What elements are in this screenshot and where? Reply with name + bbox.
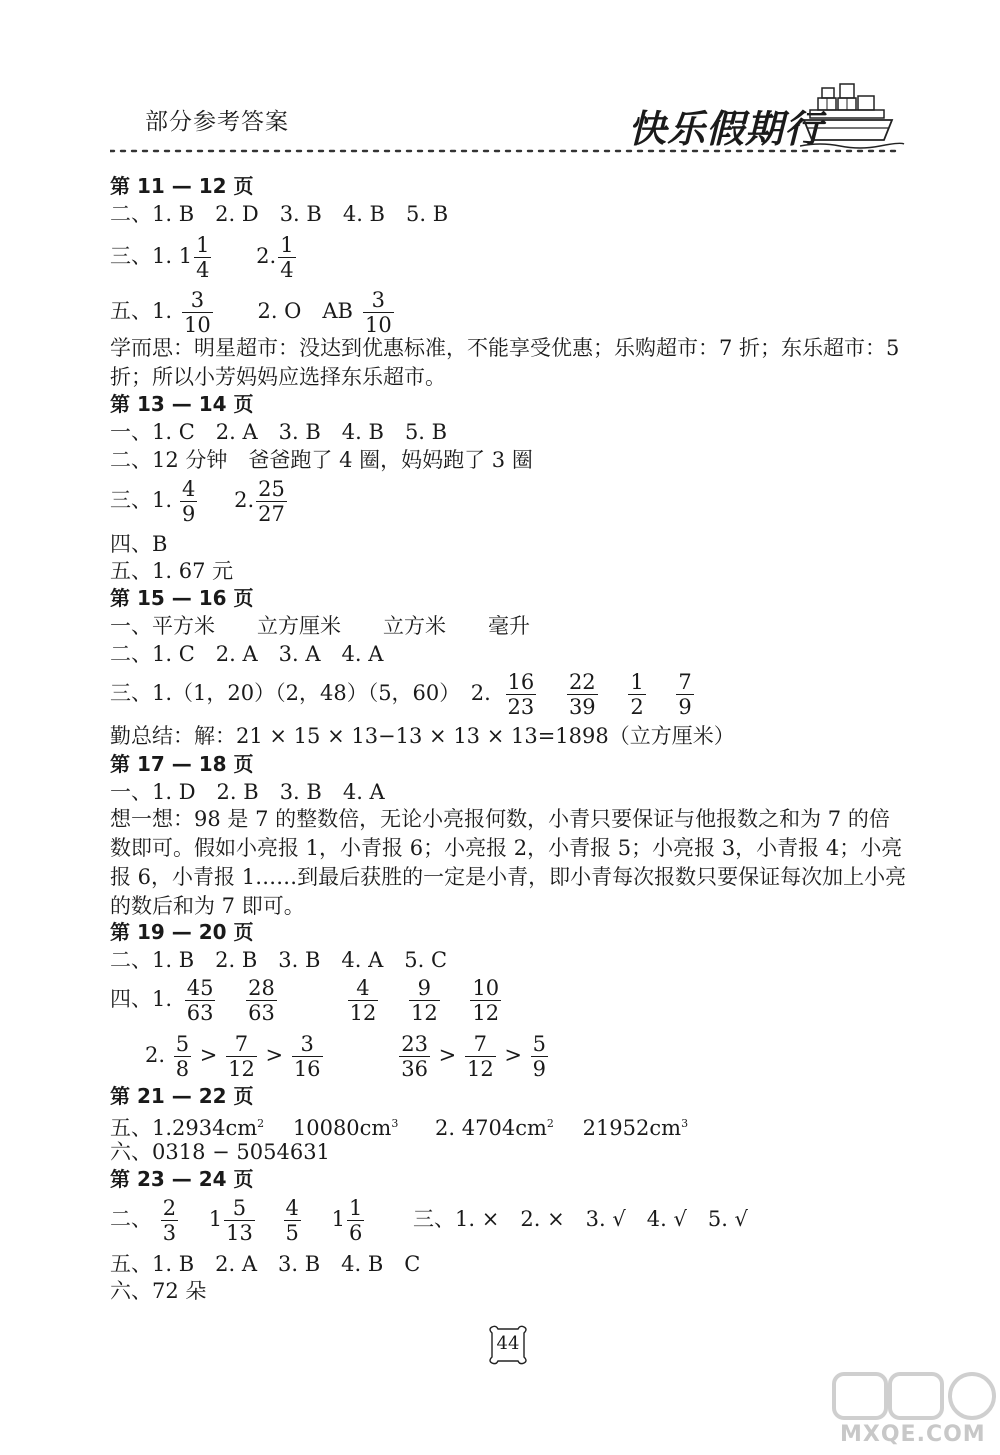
header-dotted-rule: [110, 148, 900, 154]
section-heading: 第 11 — 12 页: [110, 174, 254, 198]
fraction: $\frac{7}{12}$: [228, 1032, 255, 1081]
answer-line: 六、72 朵: [110, 1279, 207, 1303]
unit-exponent: 2: [257, 1117, 265, 1130]
answer-line: 二、1. C 2. A 3. A 4. A: [110, 642, 384, 666]
greater-than-sign: >: [438, 1043, 457, 1067]
answer-item: 三、1. × 2. × 3. √ 4. √ 5. √: [413, 1207, 748, 1231]
greater-than-sign: >: [199, 1043, 218, 1067]
answer-line-fractions: [110, 475, 289, 526]
fraction: $\frac{3}{10}$: [184, 288, 211, 337]
whole-number: 1: [331, 1207, 345, 1231]
answer-prefix: 五、1.: [110, 1116, 173, 1140]
section-heading: 第 21 — 22 页: [110, 1084, 254, 1108]
fraction: $\frac{2}{3}$: [162, 1196, 177, 1245]
answer-line: 一、1. D 2. B 3. B 4. A: [110, 780, 385, 804]
fraction: $\frac{5}{9}$: [532, 1032, 547, 1081]
answer-line: 二、1. B 2. D 3. B 4. B 5. B: [110, 202, 449, 226]
answer-line-fractions: [110, 231, 298, 282]
answer-line-fractions: [110, 668, 696, 719]
fraction: $\frac{7}{9}$: [678, 670, 692, 719]
paragraph-answer: 学而思：明星超市：没达到优惠标准，不能享受优惠；乐购超市：7 折；东乐超市：5 折；所以小芳妈妈应选择东乐超市。: [110, 336, 900, 389]
section-heading: 第 23 — 24 页: [110, 1167, 254, 1191]
header-brand-title: 快乐假期行: [628, 107, 824, 151]
fraction: $\frac{4}{12}$: [349, 976, 377, 1025]
fraction: $\frac{4}{9}$: [182, 477, 196, 526]
answer-line-fractions: [110, 1194, 748, 1245]
fraction: $\frac{1}{6}$: [348, 1196, 363, 1245]
answer-item: 2.: [256, 244, 277, 268]
fraction: $\frac{3}{16}$: [293, 1032, 321, 1081]
volume-answer: 21952cm: [582, 1116, 682, 1140]
answer-line: 勤总结：解：21 × 15 × 13−13 × 13 × 13=1898（立方厘米）: [110, 724, 735, 748]
fraction: $\frac{5}{13}$: [226, 1196, 253, 1245]
answer-line-fractions: [110, 974, 503, 1025]
answer-line: 一、1. C 2. A 3. B 4. B 5. B: [110, 420, 448, 444]
answer-prefix: 二、: [110, 1207, 152, 1231]
fraction: $\frac{7}{12}$: [466, 1032, 494, 1081]
greater-than-sign: >: [504, 1043, 522, 1067]
answer-item: 2.: [435, 1116, 456, 1140]
answer-line: 六、0318 − 5054631: [110, 1140, 330, 1164]
answer-prefix: 三、1.: [110, 488, 173, 512]
watermark-text: MXQE.COM: [840, 1422, 986, 1447]
fraction: $\frac{1}{4}$: [196, 233, 210, 282]
answer-line-comparison: [145, 1030, 550, 1081]
unit-exponent: 2: [546, 1117, 554, 1130]
section-heading: 第 19 — 20 页: [110, 920, 254, 944]
fraction: $\frac{3}{10}$: [365, 288, 392, 337]
area-answer: 2934cm: [172, 1116, 258, 1140]
fraction: $\frac{22}{39}$: [568, 670, 596, 719]
fraction: $\frac{16}{23}$: [507, 670, 535, 719]
section-heading: 第 17 — 18 页: [110, 752, 254, 776]
fraction: $\frac{45}{63}$: [186, 976, 214, 1025]
fraction: $\frac{1}{4}$: [280, 233, 294, 282]
answer-line: 五、1. 67 元: [110, 559, 234, 583]
unit-exponent: 3: [681, 1117, 689, 1130]
volume-answer: 10080cm: [292, 1116, 392, 1140]
fraction: $\frac{25}{27}$: [258, 477, 285, 526]
answer-prefix: 三、1. 1: [110, 244, 193, 268]
page-number-text: 44: [496, 1333, 520, 1354]
answer-line: 二、1. B 2. B 3. B 4. A 5. C: [110, 948, 448, 972]
paragraph-answer: 想一想：98 是 7 的整数倍，无论小亮报何数，小青只要保证与他报数之和为 7 的倍数即可。假如小亮报 1，小青报 6；小亮报 2，小青报 5；小亮报 3，小青报 4；小亮报 6，小青报 1……到最后获胜的一定是小青，即小青每次报数只要保证每次加上小亮的数后和为 7 即可。: [110, 807, 907, 918]
area-answer: 4704cm: [461, 1116, 547, 1140]
answer-prefix: 五、1.: [110, 299, 173, 323]
answer-prefix: 四、1.: [110, 987, 173, 1011]
fraction: $\frac{28}{63}$: [248, 976, 275, 1025]
fraction: $\frac{9}{12}$: [411, 976, 438, 1025]
answer-item: 2. O AB: [257, 299, 353, 323]
header-section-label: 部分参考答案: [145, 109, 289, 135]
fraction: $\frac{23}{36}$: [401, 1032, 428, 1081]
answer-line: 五、1. B 2. A 3. B 4. B C: [110, 1252, 421, 1276]
fraction: $\frac{10}{12}$: [472, 976, 500, 1025]
section-heading: 第 15 — 16 页: [110, 586, 254, 610]
whole-number: 1: [208, 1207, 223, 1231]
ship-icon: [800, 82, 905, 154]
answer-line: 一、平方米 立方厘米 立方米 毫升: [110, 614, 530, 638]
fraction: $\frac{5}{8}$: [175, 1032, 190, 1081]
greater-than-sign: >: [265, 1043, 284, 1067]
page-number: [486, 1325, 530, 1365]
answer-item: 2.: [234, 488, 255, 512]
fraction: $\frac{1}{2}$: [630, 670, 644, 719]
unit-exponent: 3: [391, 1117, 399, 1130]
section-heading: 第 13 — 14 页: [110, 392, 254, 416]
answer-line: 二、12 分钟 爸爸跑了 4 圈，妈妈跑了 3 圈: [110, 448, 533, 472]
fraction: $\frac{4}{5}$: [285, 1196, 299, 1245]
answer-prefix: 三、1.（1，20）（2，48）（5，60） 2.: [110, 681, 491, 705]
answer-prefix: 2.: [145, 1043, 166, 1067]
answer-line-fractions: [110, 286, 396, 337]
answer-line: 四、B: [110, 532, 168, 556]
